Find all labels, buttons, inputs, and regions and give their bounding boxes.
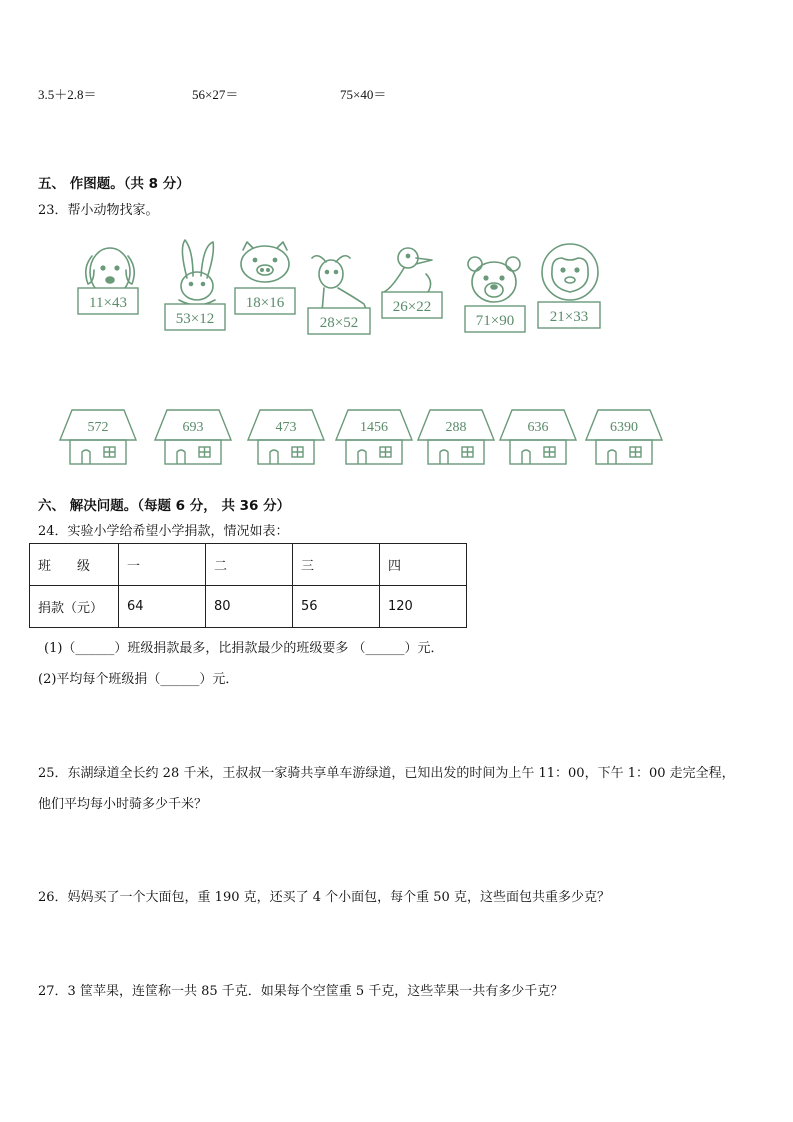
house-icon [336,410,412,464]
duck-icon [384,248,432,296]
question-26: 26．妈妈买了一个大面包，重 190 克，还买了 4 个小面包，每个重 50 克，这些面包共重多少克？ [38,890,610,905]
house-label: 1456 [360,420,388,435]
question-24-part-1: (1)（______）班级捐款最多，比捐款最少的班级要多 （______）元． [44,641,444,656]
house-label: 636 [527,420,549,435]
table-row [30,544,467,586]
table-cell: 二 [206,544,293,586]
calc-item-3: 75×40＝ [340,87,387,102]
table-cell: 捐款（元） [30,586,119,628]
house-label: 288 [445,420,467,435]
question-24: 24．实验小学给希望小学捐款，情况如表： [38,524,289,539]
table-cell: 80 [206,586,293,628]
table-cell: 一 [119,544,206,586]
donation-table [29,543,467,628]
calc-item-2: 56×27＝ [192,87,239,102]
question-25-line-1: 25．东湖绿道全长约 28 千米，王叔叔一家骑共享单车游绿道，已知出发的时间为上午 11：00，下午 1：00 走完全程， [38,766,735,781]
pig-icon [241,242,289,282]
animal-label: 28×52 [319,315,359,331]
house-label: 572 [87,420,109,435]
question-27: 27．3 筐苹果，连筐称一共 85 千克．如果每个空筐重 5 千克，这些苹果一共有多少千克？ [38,984,564,999]
animal-label: 21×33 [549,309,589,325]
bear-icon [468,257,520,302]
animal-label: 53×12 [175,311,215,327]
table-cell: 班 级 [30,544,119,586]
table-cell: 四 [380,544,467,586]
goat-icon [312,256,368,314]
table-cell: 120 [380,586,467,628]
house-icon [248,410,324,464]
animal-label: 18×16 [245,295,285,311]
house-label: 6390 [610,420,638,435]
monkey-icon [542,244,598,300]
house-icon [60,410,136,464]
animal-label: 71×90 [475,313,515,329]
house-icon [500,410,576,464]
houses-row [58,402,668,472]
animals-row [60,236,620,340]
house-label: 473 [275,420,297,435]
house-label: 693 [182,420,204,435]
animal-label: 11×43 [89,295,127,311]
table-row [30,586,467,628]
question-23: 23．帮小动物找家。 [38,203,159,218]
question-24-part-2: (2)平均每个班级捐（______）元． [38,672,239,687]
table-cell: 三 [293,544,380,586]
section-5-title: 五、 作图题。（共 8 分） [38,176,190,192]
question-25-line-2: 他们平均每小时骑多少千米？ [38,797,208,812]
animal-label: 26×22 [392,299,432,315]
house-icon [418,410,494,464]
house-icon [155,410,231,464]
calc-item-1: 3.5＋2.8＝ [38,87,97,102]
rabbit-icon [179,240,215,305]
table-cell: 56 [293,586,380,628]
table-cell: 64 [119,586,206,628]
house-icon [586,410,662,464]
section-6-title: 六、 解决问题。（每题 6 分， 共 36 分） [38,498,291,514]
